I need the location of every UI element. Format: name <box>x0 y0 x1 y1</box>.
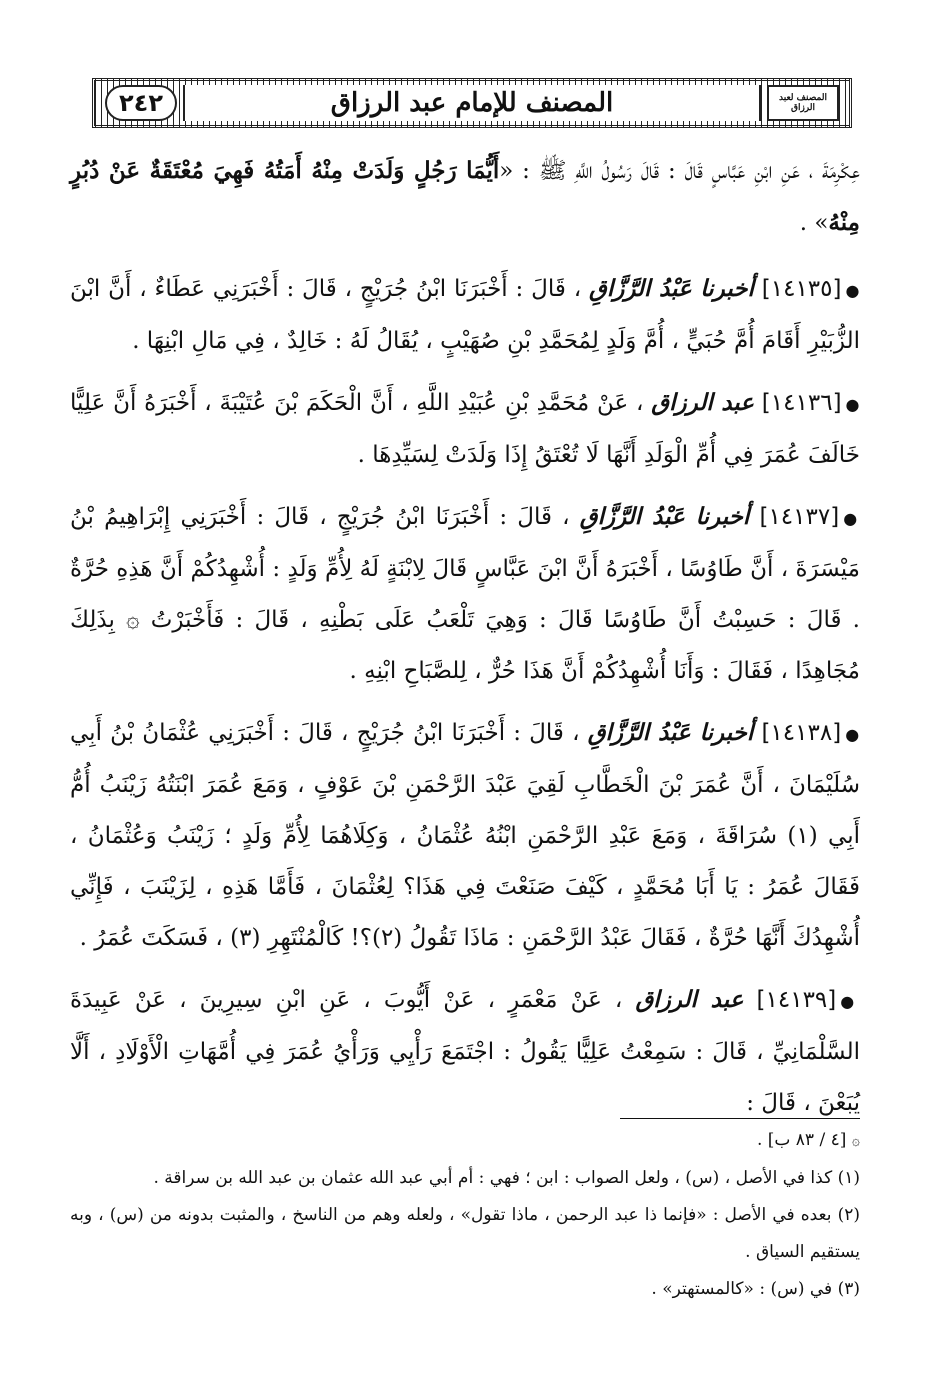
isnad-opening: عبد الرزاق <box>651 389 754 416</box>
hadith-number: [١٤١٣٥] <box>761 276 842 302</box>
paragraph-text: ، قَالَ : أَخْبَرَنَا ابْنُ جُرَيْجٍ ، قَالَ : أَخْبَرَنِي إِبْرَاهِيمُ بْنُ مَيْسَرَةَ ، أَنَّ طَاوُسًا ، أَخْبَرَهُ أَنَّ ابْنَ عَبَّاسٍ قَالَ لِابْنَةٍ لَهُ لِأُمِّ وَلَدٍ : أُشْهِدُكُمْ أَنَّ هَذِهِ حُرَّةٌ . قَالَ : حَسِبْتُ أَنَّ طَاوُسًا قَالَ : وَهِيَ تَلْعَبُ عَلَى بَطْنِهِ ، قَالَ : فَأَخْبَرْتُ ۞ بِذَلِكَ مُجَاهِدًا ، فَقَالَ : وَأَنَا أُشْهِدُكُمْ أَنَّ هَذَا حُرٌّ ، لِلصَّبَاحِ ابْنِهِ . <box>70 504 860 684</box>
hadith-number: [١٤١٣٦] <box>761 390 842 416</box>
logo-text: المصنف لعبد الرزاق <box>779 93 827 113</box>
footnote-2: (٢) بعده في الأصل : «فإنما ذا عبد الرحمن ، ماذا تقول» ، ولعله وهم من الناسخ ، والمثبت بدونه من (س) ، وبه يستقيم السياق . <box>70 1205 860 1262</box>
hadith-number: [١٤١٣٩] <box>756 987 837 1013</box>
paragraph-text: ، قَالَ : أَخْبَرَنَا ابْنُ جُرَيْجٍ ، قَالَ : أَخْبَرَنِي عُثْمَانُ بْنُ أَبِي سُلَيْمَانَ ، أَنَّ عُمَرَ بْنَ الْخَطَّابِ لَقِيَ عَبْدَ الرَّحْمَنِ بْنَ عَوْفٍ ، وَمَعَ عُمَرَ ابْنَتُهُ زَيْنَبُ أُمُّ أَبِي (١) سُرَاقَةَ ، وَمَعَ عَبْدِ الرَّحْمَنِ ابْنُهُ عُثْمَانُ ، وَكِلَاهُمَا لِأُمِّ وَلَدٍ ؛ زَيْنَبُ وَعُثْمَانُ ، فَقَالَ عُمَرُ : يَا أَبَا مُحَمَّدٍ ، كَيْفَ صَنَعْتَ فِي هَذَا؟ لِعُثْمَانَ ، فَأَمَّا هَذِهِ ، لِزَيْنَبَ ، فَإِنِّي أُشْهِدُكَ أَنَّهَا حُرَّةٌ ، فَقَالَ عَبْدُ الرَّحْمَنِ : مَاذَا تَقُولُ (٢)؟! كَالْمُنْتَهِرِ (٣) ، فَسَكَتَ عُمَرُ . <box>70 720 860 951</box>
hadith-text: أَيُّمَا رَجُلٍ وَلَدَتْ مِنْهُ أَمَتُهُ فَهِيَ مُعْتَقَةٌ عَنْ دُبُرٍ مِنْهُ <box>70 157 860 236</box>
bullet-icon: ● <box>845 395 861 414</box>
bullet-icon: ● <box>843 509 861 528</box>
page-number-frame <box>105 85 177 121</box>
bullet-icon: ● <box>840 992 861 1011</box>
hadith-paragraph <box>70 263 860 367</box>
paragraph-text: ، عَنْ مُحَمَّدِ بْنِ عُبَيْدِ اللَّهِ ، أَنَّ الْحَكَمَ بْنَ عُتَيْبَةَ ، أَخْبَرَهُ أَنَّ عَلِيًّا خَالَفَ عُمَرَ فِي أُمِّ الْوَلَدِ أَنَّهَا لَا تُعْتَقُ إِذَا وَلَدَتْ لِسَيِّدِهَا . <box>70 390 860 468</box>
hadith-paragraph <box>70 707 860 964</box>
folio-marker-icon: ۞ <box>851 1133 860 1149</box>
footnote-3: (٣) في (س) : «كالمستهتر» . <box>651 1279 860 1299</box>
folio-text: [٤ / ٨٣ ب] . <box>756 1130 847 1150</box>
header-title-frame <box>183 85 761 121</box>
hadith-number: [١٤١٣٨] <box>761 720 842 746</box>
paragraph-continuation <box>70 145 860 249</box>
footnotes <box>70 1122 860 1308</box>
footnote-divider <box>620 1118 860 1119</box>
hadith-paragraph <box>70 974 860 1129</box>
isnad-opening: أخبرنا عَبْدُ الرَّزَّاقِ <box>587 719 754 746</box>
logo <box>767 85 839 121</box>
folio-reference <box>70 1122 860 1160</box>
page-header <box>92 78 852 128</box>
main-text <box>70 145 860 1139</box>
isnad-opening: أخبرنا عَبْدُ الرَّزَّاقِ <box>588 275 754 302</box>
bullet-icon: ● <box>845 725 861 744</box>
paragraph-text-end: » . <box>799 210 829 236</box>
paragraph-text: عِكْرِمَةَ ، عَنِ ابْنِ عَبَّاسٍ قَالَ : قَالَ رَسُولُ اللَّهِ ﷺ : « <box>499 158 861 184</box>
paragraph-text: ، قَالَ : أَخْبَرَنَا ابْنُ جُرَيْجٍ ، قَالَ : أَخْبَرَنِي عَطَاءٌ ، أَنَّ ابْنَ الزُّبَيْرِ أَقَامَ أُمَّ حُبَيٍّ ، أُمَّ وَلَدٍ لِمُحَمَّدِ بْنِ صُهَيْبٍ ، يُقَالُ لَهُ : خَالِدٌ ، فِي مَالِ ابْنِهَا . <box>70 276 860 354</box>
hadith-number: [١٤١٣٧] <box>759 504 840 530</box>
isnad-opening: أخبرنا عَبْدُ الرَّزَّاقِ <box>579 503 750 530</box>
page-number: ٢٤٢ <box>119 89 163 117</box>
isnad-opening: عبد الرزاق <box>635 986 744 1013</box>
page-title: المصنف للإمام عبد الرزاق <box>330 88 614 118</box>
hadith-paragraph <box>70 377 860 481</box>
paragraph-text: ، عَنْ مَعْمَرٍ ، عَنْ أَيُّوبَ ، عَنِ ابْنِ سِيرِينَ ، عَنْ عَبِيدَةَ السَّلْمَانِيِّ ، قَالَ : سَمِعْتُ عَلِيًّا يَقُولُ : اجْتَمَعَ رَأْيِي وَرَأْيُ عُمَرَ فِي أُمَّهَاتِ الْأَوْلَادِ ، أَلَّا يُبَعْنَ ، قَالَ : <box>70 987 860 1116</box>
bullet-icon: ● <box>845 281 860 300</box>
footnote-1: (١) كذا في الأصل ، (س) ، ولعل الصواب : ابن ؛ فهي : أم أبي عبد الله عثمان بن عبد الله بن سراقة . <box>153 1168 860 1188</box>
hadith-paragraph <box>70 491 860 697</box>
